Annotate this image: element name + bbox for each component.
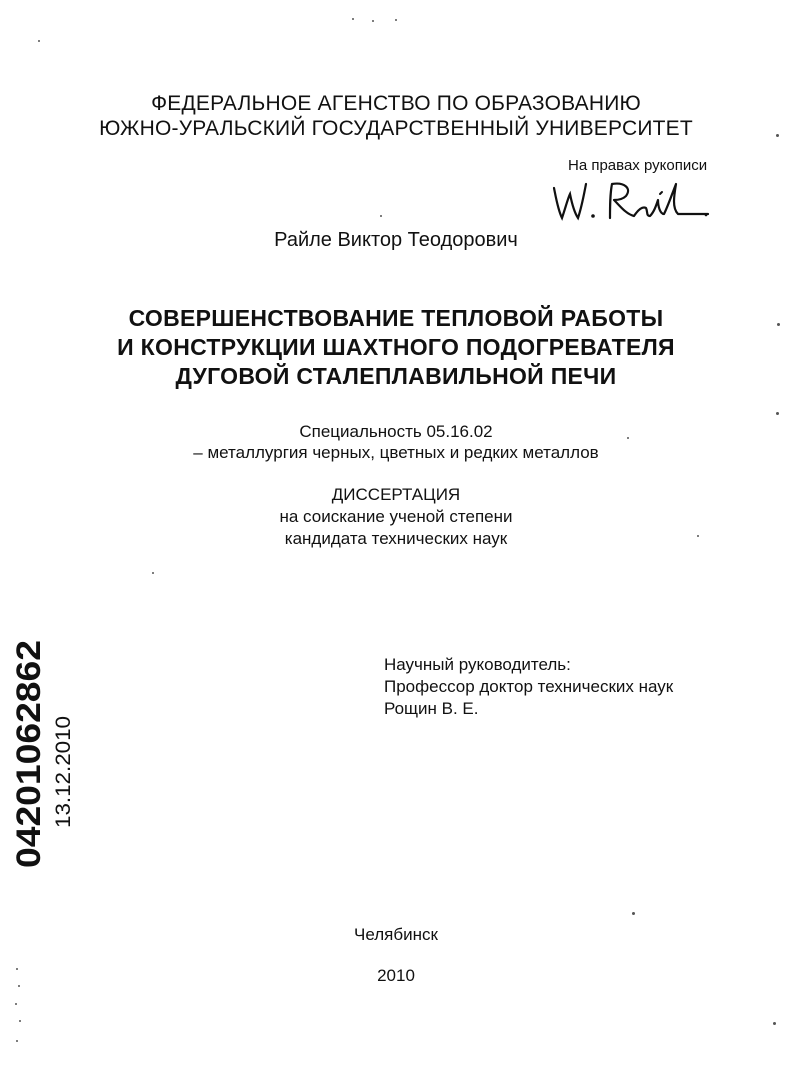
specialty-code: Специальность 05.16.02 — [299, 422, 493, 441]
agency-name: ФЕДЕРАЛЬНОЕ АГЕНСТВО ПО ОБРАЗОВАНИЮ — [151, 92, 641, 115]
specialty-description: – металлургия черных, цветных и редких металлов — [193, 443, 599, 462]
city: Челябинск — [354, 925, 438, 944]
scan-speck — [18, 985, 20, 987]
author-signature — [548, 176, 718, 226]
thesis-title-line-1: СОВЕРШЕНСТВОВАНИЕ ТЕПЛОВОЙ РАБОТЫ — [128, 305, 664, 331]
scan-speck — [16, 1040, 18, 1042]
thesis-title-line-3: ДУГОВОЙ СТАЛЕПЛАВИЛЬНОЙ ПЕЧИ — [175, 363, 617, 389]
author-name: Райле Виктор Теодорович — [274, 229, 518, 251]
scan-speck — [773, 1022, 776, 1025]
scan-speck — [395, 19, 397, 21]
supervisor-label: Научный руководитель: — [384, 655, 571, 674]
scan-speck — [16, 968, 18, 970]
dissertation-label: ДИССЕРТАЦИЯ — [331, 485, 461, 504]
scan-speck — [697, 535, 699, 537]
university-name: ЮЖНО-УРАЛЬСКИЙ ГОСУДАРСТВЕННЫЙ УНИВЕРСИТЕТ — [99, 117, 693, 140]
scan-speck — [776, 134, 779, 137]
thesis-title-line-2: И КОНСТРУКЦИИ ШАХТНОГО ПОДОГРЕВАТЕЛЯ — [117, 334, 675, 360]
year: 2010 — [377, 966, 415, 985]
stamp-number: 04201062862 — [10, 659, 48, 868]
degree-line-2: кандидата технических наук — [284, 529, 508, 548]
scan-speck — [15, 1003, 17, 1005]
scan-speck — [380, 215, 382, 217]
scan-speck — [627, 437, 629, 439]
scan-speck — [777, 323, 780, 326]
manuscript-rights-note: На правах рукописи — [568, 157, 708, 174]
supervisor-title: Профессор доктор технических наук — [384, 677, 674, 696]
degree-line-1: на соискание ученой степени — [279, 507, 513, 526]
stamp-date: 13.12.2010 — [52, 722, 75, 828]
scan-speck — [38, 40, 40, 42]
scan-speck — [632, 912, 635, 915]
scan-speck — [372, 20, 374, 22]
supervisor-block — [384, 654, 673, 720]
library-stamp — [10, 638, 76, 868]
scan-speck — [352, 18, 354, 20]
scan-speck — [152, 572, 154, 574]
scan-speck — [776, 412, 779, 415]
scan-speck — [19, 1020, 21, 1022]
supervisor-name: Рощин В. Е. — [384, 699, 479, 718]
